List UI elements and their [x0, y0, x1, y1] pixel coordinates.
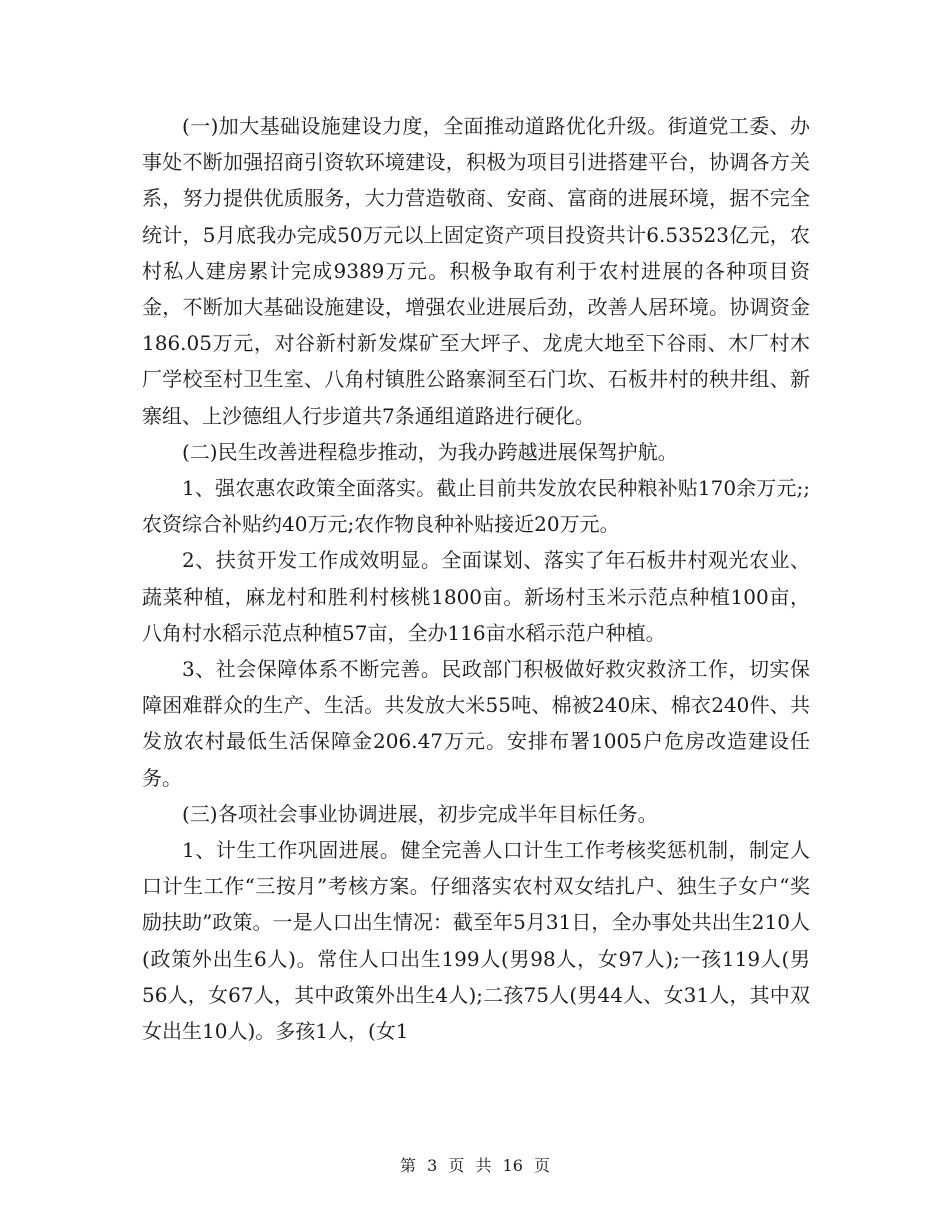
document-body [142, 108, 810, 1049]
page-number-footer: 第 3 页 共 16 页 [400, 1156, 550, 1175]
paragraph-family-planning: 1、计生工作巩固进展。健全完善人口计生工作考核奖惩机制，制定人口计生工作“三按月”考核方案。仔细落实农村双女结扎户、独生子女户“奖励扶助”政策。一是人口出生情况：截至年5月31日，全办事处共出生210人(政策外出生6人)。常住人口出生199人(男98人，女97人);一孩119人(男56人，女67人，其中政策外出生4人);二孩75人(男44人、女31人，其中双女出生10人)。多孩1人，(女1 [142, 838, 810, 1044]
paragraph-infrastructure: (一)加大基础设施建设力度，全面推动道路优化升级。街道党工委、办事处不断加强招商引资软环境建设，积极为项目引进搭建平台，协调各方关系，努力提供优质服务，大力营造敬商、安商、富商的进展环境，据不完全统计，5月底我办完成50万元以上固定资产项目投资共计6.53523亿元，农村私人建房累计完成9389万元。积极争取有利于农村进展的各种项目资金，不断加大基础设施建设，增强农业进展后劲，改善人居环境。协调资金186.05万元，对谷新村新发煤矿至大坪子、龙虎大地至下谷雨、木厂村木厂学校至村卫生室、八角村镇胜公路寨洞至石门坎、石板井村的秧井组、新寨组、上沙德组人行步道共7条通组道路进行硬化。 [142, 114, 810, 428]
paragraph-social-undertakings-heading: (三)各项社会事业协调进展，初步完成半年目标任务。 [182, 801, 658, 826]
paragraph-poverty-alleviation: 2、扶贫开发工作成效明显。全面谋划、落实了年石板井村观光农业、蔬菜种植，麻龙村和胜利村核桃1800亩。新场村玉米示范点种植100亩，八角村水稻示范点种植57亩，全办116亩水稻示范户种植。 [142, 548, 810, 645]
paragraph-agri-subsidy: 1、强农惠农政策全面落实。截止目前共发放农民种粮补贴170余万元;;农资综合补贴约40万元;农作物良种补贴接近20万元。 [142, 476, 810, 537]
paragraph-livelihood-heading: (二)民生改善进程稳步推动，为我办跨越进展保驾护航。 [182, 439, 678, 464]
paragraph-social-security: 3、社会保障体系不断完善。民政部门积极做好救灾救济工作，切实保障困难群众的生产、生活。共发放大米55吨、棉被240床、棉衣240件、共发放农村最低生活保障金206.47万元。安排布署1005户危房改造建设任务。 [142, 657, 810, 790]
